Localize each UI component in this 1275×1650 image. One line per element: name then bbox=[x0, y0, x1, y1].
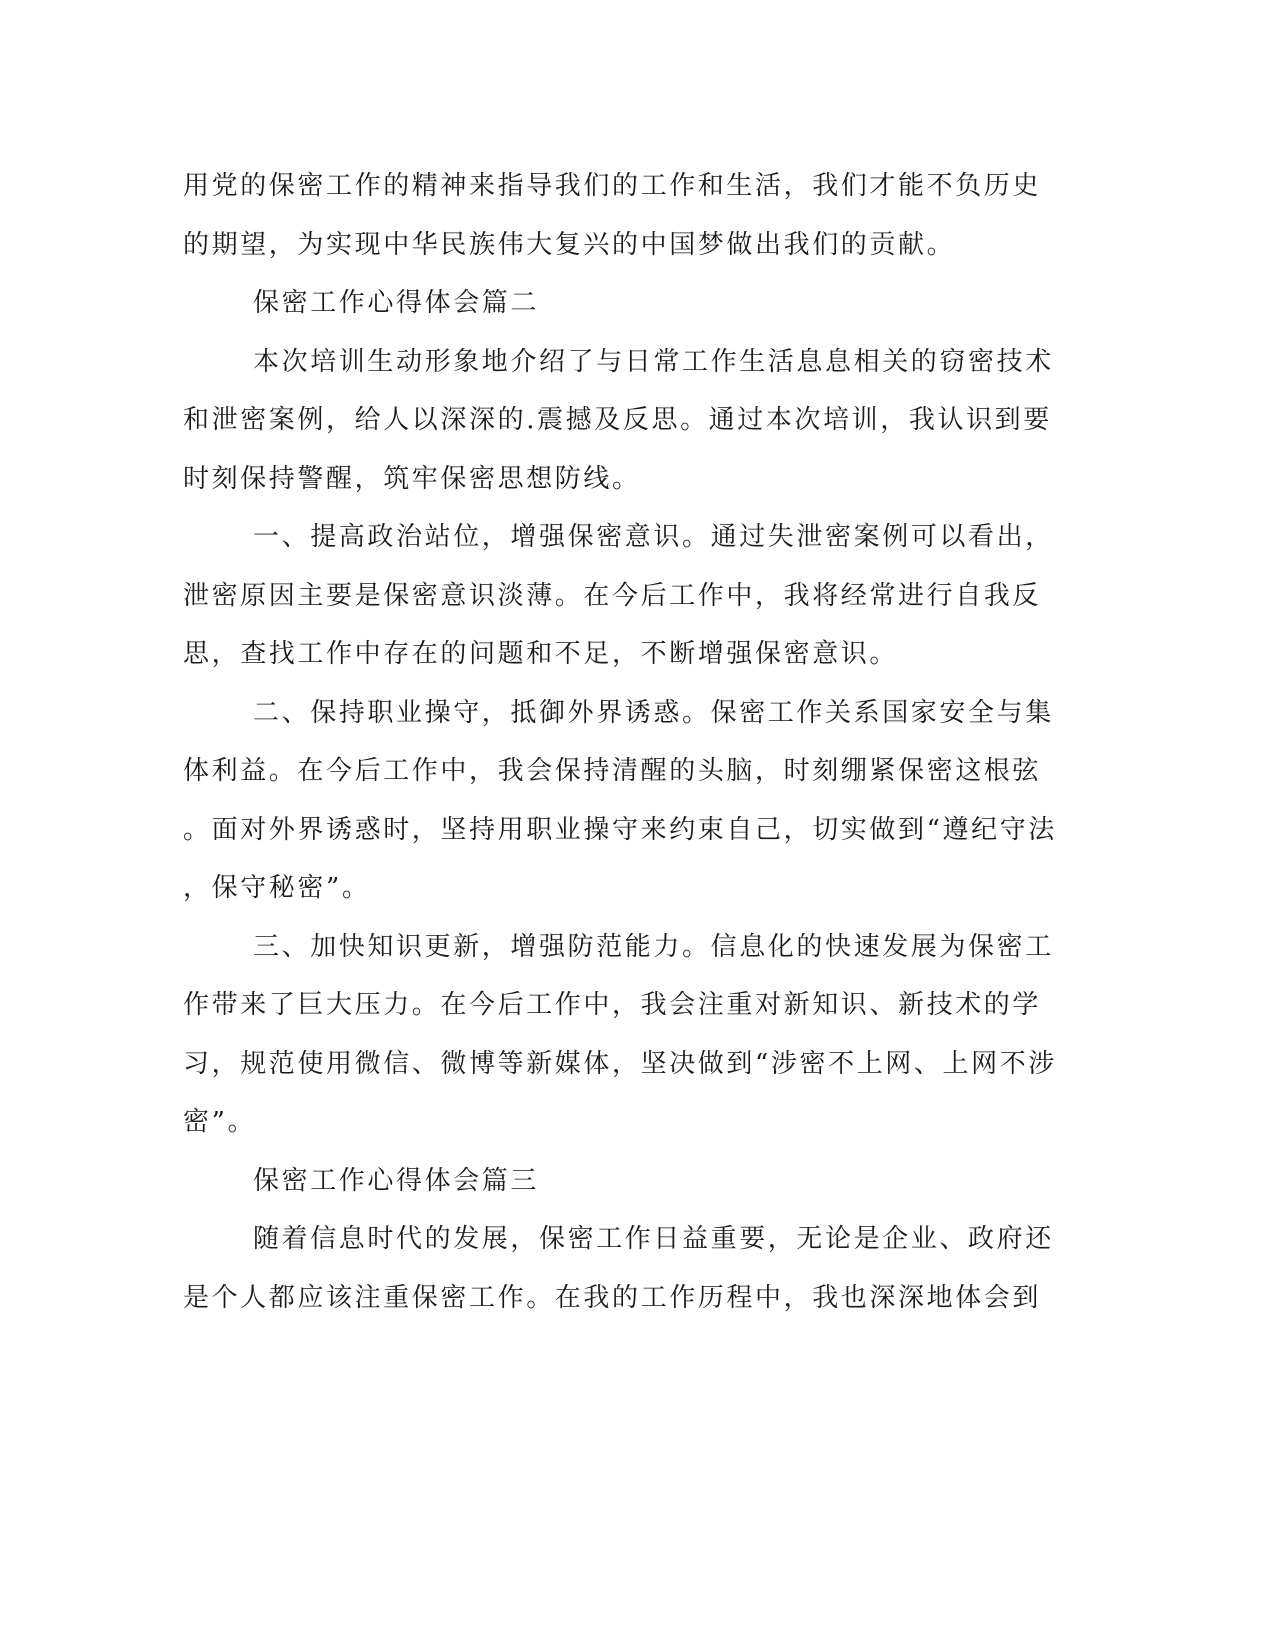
text-line: 是个人都应该注重保密工作。在我的工作历程中，我也深深地体会到 bbox=[183, 1282, 1042, 1313]
text-line: 体利益。在今后工作中，我会保持清醒的头脑，时刻绷紧保密这根弦 bbox=[183, 756, 1042, 786]
text-line: 用党的保密工作的精神来指导我们的工作和生活，我们才能不负历史 bbox=[183, 171, 1042, 201]
text-line: 作带来了巨大压力。在今后工作中，我会注重对新知识、新技术的学 bbox=[183, 990, 1042, 1020]
text-line: 一、提高政治站位，增强保密意识。通过失泄密案例可以看出， bbox=[253, 522, 1054, 552]
text-line: 习，规范使用微信、微博等新媒体，坚决做到“涉密不上网、上网不涉 bbox=[183, 1048, 1057, 1079]
section-heading: 保密工作心得体会篇二 bbox=[253, 288, 540, 318]
text-line: 。面对外界诱惑时，坚持用职业操守来约束自己，切实做到“遵纪守法 bbox=[183, 814, 1057, 845]
text-line: 思，查找工作中存在的问题和不足，不断增强保密意识。 bbox=[183, 639, 899, 669]
text-line: 三、加快知识更新，增强防范能力。信息化的快速发展为保密工 bbox=[253, 931, 1054, 962]
text-line: ，保守秘密”。 bbox=[183, 873, 371, 903]
text-line: 随着信息时代的发展，保密工作日益重要，无论是企业、政府还 bbox=[253, 1224, 1054, 1254]
text-line: 的期望，为实现中华民族伟大复兴的中国梦做出我们的贡献。 bbox=[183, 229, 956, 260]
text-line: 密”。 bbox=[183, 1107, 257, 1137]
text-line: 和泄密案例，给人以深深的.震撼及反思。通过本次培训，我认识到要 bbox=[183, 405, 1052, 435]
section-heading: 保密工作心得体会篇三 bbox=[253, 1165, 540, 1196]
text-line: 泄密原因主要是保密意识淡薄。在今后工作中，我将经常进行自我反 bbox=[183, 580, 1042, 611]
text-line: 二、保持职业操守，抵御外界诱惑。保密工作关系国家安全与集 bbox=[253, 697, 1054, 728]
text-line: 时刻保持警醒，筑牢保密思想防线。 bbox=[183, 463, 641, 494]
document-body bbox=[183, 157, 1057, 1327]
text-line: 本次培训生动形象地介绍了与日常工作生活息息相关的窃密技术 bbox=[253, 346, 1054, 377]
